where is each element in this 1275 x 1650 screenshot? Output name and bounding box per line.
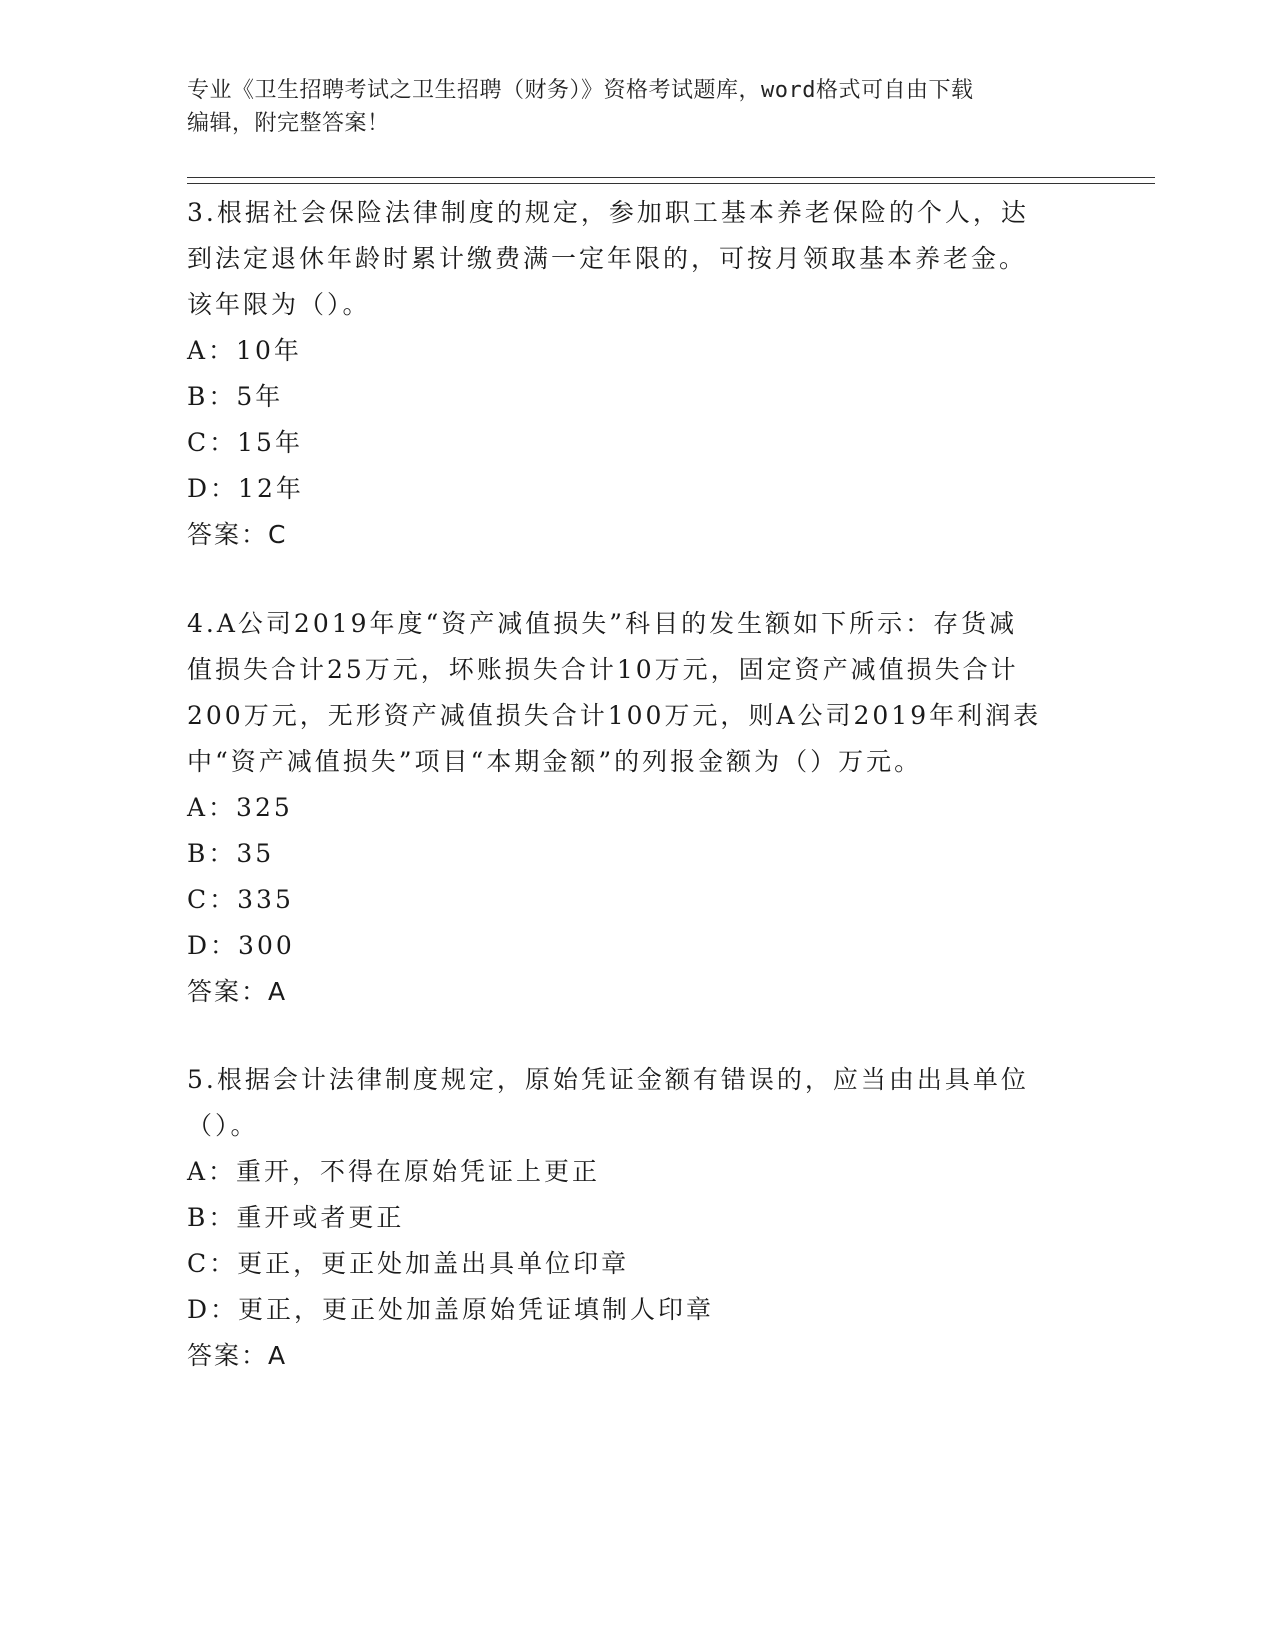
header-divider-top	[187, 177, 1155, 178]
question-5	[187, 1057, 1067, 1379]
option-c: C：335	[187, 885, 294, 914]
header-line-2: 编辑，附完整答案！	[187, 111, 390, 136]
answer-line: 答案：C	[187, 520, 288, 549]
option-d: D：300	[187, 931, 295, 960]
option-a: A：325	[187, 793, 293, 822]
option-b: B：重开或者更正	[187, 1203, 405, 1232]
header-divider-bottom	[187, 183, 1155, 184]
question-stem-line: 该年限为（）。	[187, 290, 371, 319]
question-stem-line: 到法定退休年龄时累计缴费满一定年限的，可按月领取基本养老金。	[187, 244, 1028, 273]
header-line-1: 专业《卫生招聘考试之卫生招聘（财务）》资格考试题库，word格式可自由下载	[187, 78, 974, 103]
option-c: C：更正，更正处加盖出具单位印章	[187, 1249, 630, 1278]
question-stem-line: 4.A公司2019年度“资产减值损失”科目的发生额如下所示：存货减	[187, 609, 1018, 638]
option-b: B：35	[187, 839, 275, 868]
option-a: A：重开，不得在原始凭证上更正	[187, 1157, 601, 1186]
option-c: C：15年	[187, 428, 303, 457]
option-b: B：5年	[187, 382, 284, 411]
answer-line: 答案：A	[187, 1341, 288, 1370]
question-stem-line: 值损失合计25万元，坏账损失合计10万元，固定资产减值损失合计	[187, 655, 1019, 684]
question-stem-line: 3.根据社会保险法律制度的规定，参加职工基本养老保险的个人，达	[187, 198, 1029, 227]
option-d: D：更正，更正处加盖原始凭证填制人印章	[187, 1295, 715, 1324]
question-stem-line: 中“资产减值损失”项目“本期金额”的列报金额为（）万元。	[187, 747, 923, 776]
document-header	[187, 74, 1087, 140]
option-d: D：12年	[187, 474, 304, 503]
option-a: A：10年	[187, 336, 302, 365]
question-stem-line: 200万元，无形资产减值损失合计100万元，则A公司2019年利润表	[187, 701, 1042, 730]
question-stem-line: 5.根据会计法律制度规定，原始凭证金额有错误的，应当由出具单位	[187, 1065, 1029, 1094]
answer-line: 答案：A	[187, 977, 288, 1006]
question-3	[187, 190, 1067, 558]
question-4	[187, 601, 1067, 1015]
question-stem-line: （）。	[187, 1111, 259, 1140]
